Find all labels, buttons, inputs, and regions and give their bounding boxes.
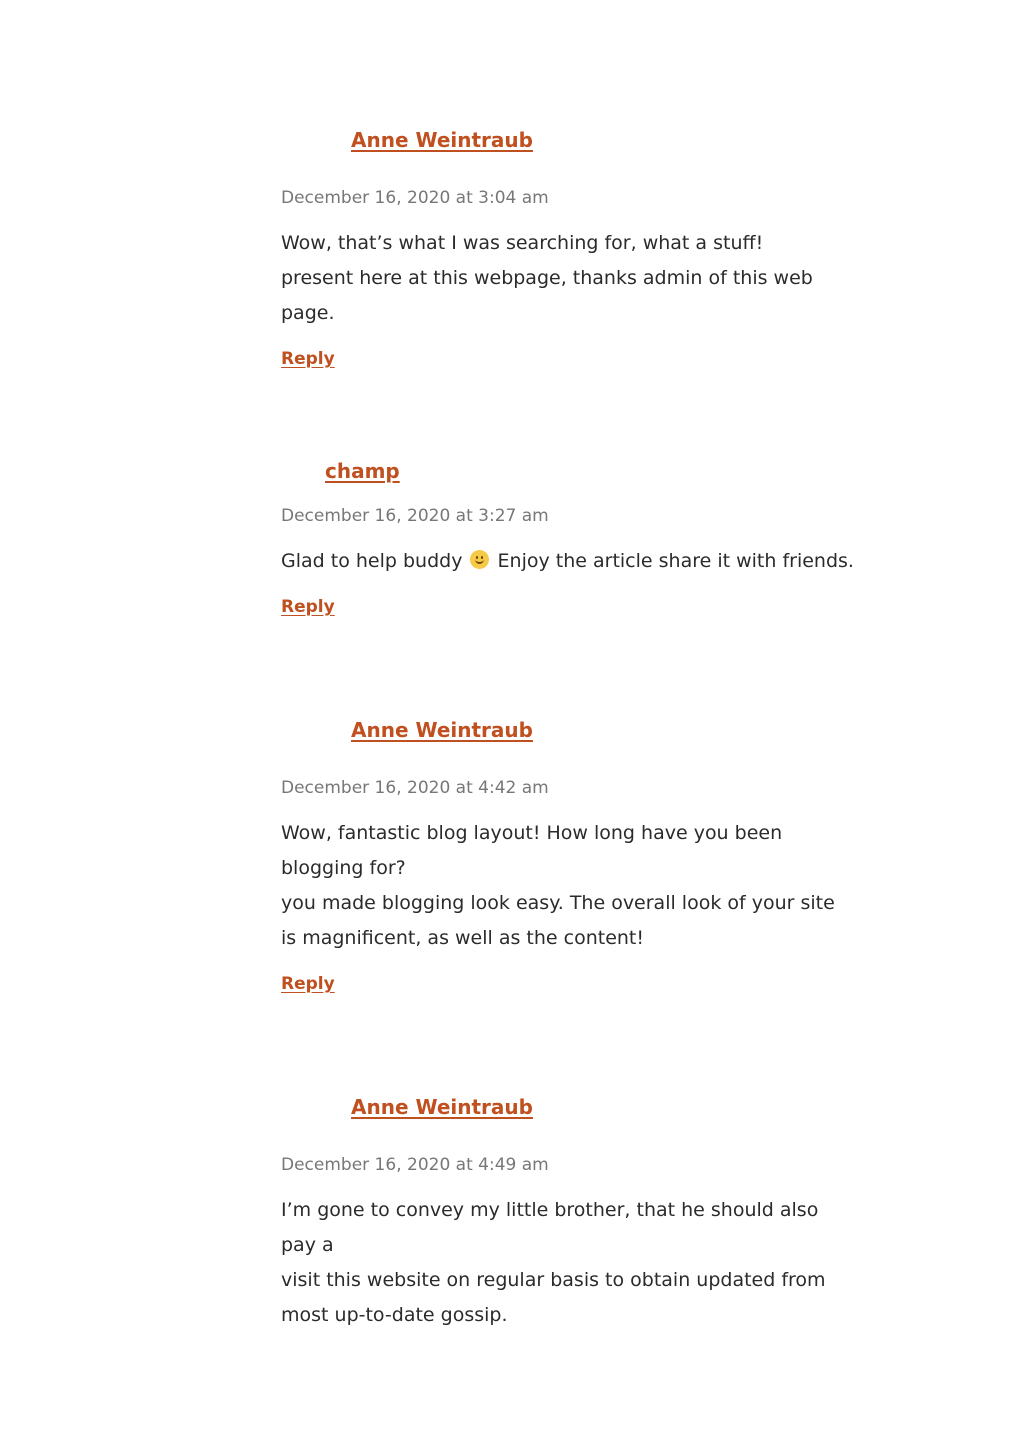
comment-author-link[interactable]: Anne Weintraub bbox=[351, 1095, 533, 1119]
comment-author-wrap bbox=[281, 459, 861, 483]
comment-line: you made blogging look easy. The overall look of your site bbox=[281, 892, 835, 914]
comment-line: Wow, fantastic blog layout! How long have you been bbox=[281, 822, 783, 844]
comment-date: December 16, 2020 at 4:42 am bbox=[281, 778, 549, 798]
comment-text-before-emoji: Glad to help buddy bbox=[281, 550, 463, 572]
comment-author-wrap bbox=[281, 1095, 861, 1119]
comment-author-link[interactable]: champ bbox=[325, 459, 400, 483]
comment-text-after-emoji: Enjoy the article share it with friends. bbox=[497, 550, 854, 572]
comment-line: page. bbox=[281, 302, 335, 324]
comment-line: most up-to-date gossip. bbox=[281, 1304, 508, 1326]
comment-line: present here at this webpage, thanks admin of this web bbox=[281, 267, 813, 289]
comment-body bbox=[281, 1193, 861, 1333]
comment-date: December 16, 2020 at 3:27 am bbox=[281, 506, 549, 526]
comment-2 bbox=[281, 459, 861, 617]
comment-4 bbox=[281, 1095, 861, 1333]
comment-line: visit this website on regular basis to obtain updated from bbox=[281, 1269, 826, 1291]
comment-author-wrap bbox=[281, 128, 861, 152]
comment-line: I’m gone to convey my little brother, that he should also bbox=[281, 1199, 819, 1221]
reply-button[interactable]: Reply bbox=[281, 349, 335, 369]
comment-line: pay a bbox=[281, 1234, 334, 1256]
comment-body bbox=[281, 544, 861, 579]
comment-line: blogging for? bbox=[281, 857, 406, 879]
slightly-smiling-face-icon bbox=[470, 550, 489, 569]
comment-date: December 16, 2020 at 4:49 am bbox=[281, 1155, 549, 1175]
comment-author-link[interactable]: Anne Weintraub bbox=[351, 718, 533, 742]
comment-3 bbox=[281, 718, 861, 994]
comment-1 bbox=[281, 128, 861, 369]
reply-button[interactable]: Reply bbox=[281, 974, 335, 994]
comment-body bbox=[281, 226, 861, 331]
comment-line: Wow, that’s what I was searching for, what a stuff! bbox=[281, 232, 764, 254]
comment-author-link[interactable]: Anne Weintraub bbox=[351, 128, 533, 152]
reply-button[interactable]: Reply bbox=[281, 597, 335, 617]
comment-author-wrap bbox=[281, 718, 861, 742]
comment-date: December 16, 2020 at 3:04 am bbox=[281, 188, 549, 208]
comment-body bbox=[281, 816, 861, 956]
comment-line: is magnificent, as well as the content! bbox=[281, 927, 644, 949]
